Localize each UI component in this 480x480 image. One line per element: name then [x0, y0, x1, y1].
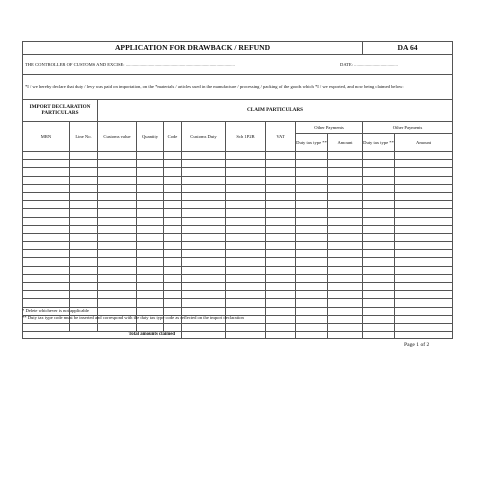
entry-cell[interactable]	[23, 283, 70, 291]
entry-cell[interactable]	[226, 233, 266, 241]
entry-cell[interactable]	[226, 184, 266, 192]
entry-cell[interactable]	[23, 233, 70, 241]
entry-row	[23, 209, 453, 217]
entry-cell[interactable]	[137, 152, 164, 160]
entry-cell[interactable]	[363, 233, 395, 241]
entry-cell[interactable]	[70, 283, 98, 291]
entry-cell[interactable]	[226, 323, 266, 331]
entry-cell[interactable]	[328, 258, 363, 266]
entry-cell[interactable]	[98, 184, 137, 192]
entry-cell[interactable]	[296, 192, 328, 200]
entry-cell[interactable]	[296, 152, 328, 160]
entry-cell[interactable]	[363, 266, 395, 274]
form-number: DA 64	[363, 42, 453, 55]
entry-cell[interactable]	[137, 209, 164, 217]
entry-cell[interactable]	[395, 225, 453, 233]
entry-cell[interactable]	[395, 201, 453, 209]
col-duty-tax-type-1: Duty tax type **	[296, 134, 328, 152]
entry-cell[interactable]	[98, 291, 137, 299]
entry-cell[interactable]	[98, 192, 137, 200]
entry-cell[interactable]	[23, 192, 70, 200]
page-number: Page 1 of 2	[404, 342, 430, 348]
entry-cell[interactable]	[226, 209, 266, 217]
entry-cell[interactable]	[23, 274, 70, 282]
entry-cell[interactable]	[182, 201, 226, 209]
entry-cell[interactable]	[363, 258, 395, 266]
footnotes	[22, 308, 462, 321]
entry-cell[interactable]	[328, 250, 363, 258]
entry-cell[interactable]	[266, 225, 296, 233]
entry-cell[interactable]	[98, 176, 137, 184]
entry-cell[interactable]	[98, 160, 137, 168]
entry-cell[interactable]	[164, 233, 182, 241]
entry-row	[23, 225, 453, 233]
entry-cell[interactable]	[266, 274, 296, 282]
entry-cell[interactable]	[296, 283, 328, 291]
entry-cell[interactable]	[363, 242, 395, 250]
entry-cell[interactable]	[328, 233, 363, 241]
entry-cell[interactable]	[70, 250, 98, 258]
entry-row	[23, 258, 453, 266]
entry-cell[interactable]	[395, 250, 453, 258]
entry-cell[interactable]	[182, 283, 226, 291]
entry-cell[interactable]	[226, 266, 266, 274]
col-other-payments-2: Other Payments	[363, 122, 453, 134]
entry-row	[23, 274, 453, 282]
entry-cell[interactable]	[363, 225, 395, 233]
entry-row	[23, 176, 453, 184]
col-customs-duty: Customs Duty	[182, 122, 226, 152]
entry-cell[interactable]	[328, 192, 363, 200]
entry-cell[interactable]	[296, 274, 328, 282]
entry-cell[interactable]	[266, 168, 296, 176]
entry-row	[23, 250, 453, 258]
entry-cell[interactable]	[266, 217, 296, 225]
entry-cell[interactable]	[98, 250, 137, 258]
entry-cell[interactable]	[137, 184, 164, 192]
entry-cell[interactable]	[328, 176, 363, 184]
entry-cell[interactable]	[98, 209, 137, 217]
entry-cell[interactable]	[164, 160, 182, 168]
entry-cell[interactable]	[70, 233, 98, 241]
entry-cell[interactable]	[395, 184, 453, 192]
entry-cell[interactable]	[164, 152, 182, 160]
entry-cell[interactable]	[182, 152, 226, 160]
col-vat: VAT	[266, 122, 296, 152]
import-section-header: IMPORT DECLARATION PARTICULARS	[23, 100, 98, 122]
entry-cell[interactable]	[328, 209, 363, 217]
entry-cell[interactable]	[98, 168, 137, 176]
entry-cell[interactable]	[23, 217, 70, 225]
entry-cell[interactable]	[266, 299, 296, 307]
entry-cell[interactable]	[266, 209, 296, 217]
form-table	[22, 41, 453, 339]
entry-cell[interactable]	[23, 242, 70, 250]
entry-cell[interactable]	[363, 184, 395, 192]
entry-cell[interactable]	[296, 291, 328, 299]
entry-cell[interactable]	[226, 250, 266, 258]
entry-cell[interactable]	[266, 291, 296, 299]
entry-cell[interactable]	[395, 274, 453, 282]
entry-cell[interactable]	[226, 225, 266, 233]
entry-cell[interactable]	[164, 323, 182, 331]
entry-cell[interactable]	[164, 209, 182, 217]
entry-cell[interactable]	[296, 299, 328, 307]
entry-cell[interactable]	[23, 209, 70, 217]
entry-cell[interactable]	[137, 225, 164, 233]
entry-cell[interactable]	[98, 152, 137, 160]
entry-cell[interactable]	[226, 217, 266, 225]
entry-cell[interactable]	[98, 299, 137, 307]
entry-cell[interactable]	[296, 176, 328, 184]
footnote-duty-tax-code: ** Duty tax type code must be inserted and correspond with the duty tax type code as reflected on the import declaration	[22, 314, 244, 320]
entry-cell[interactable]	[23, 225, 70, 233]
entry-cell[interactable]	[363, 176, 395, 184]
entry-cell[interactable]	[226, 299, 266, 307]
total-vat[interactable]	[266, 332, 296, 339]
entry-cell[interactable]	[395, 217, 453, 225]
entry-cell[interactable]	[363, 299, 395, 307]
entry-cell[interactable]	[328, 266, 363, 274]
entry-cell[interactable]	[363, 250, 395, 258]
entry-cell[interactable]	[164, 201, 182, 209]
entry-cell[interactable]	[164, 217, 182, 225]
entry-cell[interactable]	[226, 283, 266, 291]
entry-cell[interactable]	[226, 274, 266, 282]
entry-cell[interactable]	[395, 209, 453, 217]
col-line-no: Line No.	[70, 122, 98, 152]
entry-cell[interactable]	[226, 160, 266, 168]
entry-cell[interactable]	[98, 283, 137, 291]
entry-cell[interactable]	[363, 168, 395, 176]
entry-cell[interactable]	[164, 283, 182, 291]
entry-cell[interactable]	[137, 242, 164, 250]
entry-cell[interactable]	[328, 299, 363, 307]
entry-cell[interactable]	[395, 299, 453, 307]
entry-cell[interactable]	[328, 323, 363, 331]
entry-cell[interactable]	[328, 168, 363, 176]
entry-cell[interactable]	[395, 233, 453, 241]
entry-cell[interactable]	[137, 266, 164, 274]
entry-cell[interactable]	[363, 192, 395, 200]
entry-cell[interactable]	[395, 192, 453, 200]
entry-cell[interactable]	[266, 192, 296, 200]
entry-cell[interactable]	[137, 283, 164, 291]
entry-cell[interactable]	[98, 242, 137, 250]
total-customs-duty[interactable]	[182, 332, 226, 339]
entry-cell[interactable]	[266, 201, 296, 209]
entry-cell[interactable]	[226, 152, 266, 160]
entry-row	[23, 323, 453, 331]
entry-cell[interactable]	[363, 160, 395, 168]
entry-cell[interactable]	[70, 176, 98, 184]
entry-cell[interactable]	[328, 160, 363, 168]
entry-cell[interactable]	[182, 217, 226, 225]
entry-cell[interactable]	[226, 168, 266, 176]
entry-row	[23, 242, 453, 250]
entry-cell[interactable]	[182, 176, 226, 184]
entry-row	[23, 266, 453, 274]
entry-row	[23, 201, 453, 209]
entry-cell[interactable]	[296, 233, 328, 241]
entry-cell[interactable]	[182, 274, 226, 282]
date-field: DATE: ......................................	[340, 61, 398, 67]
entry-cell[interactable]	[266, 152, 296, 160]
entry-cell[interactable]	[226, 291, 266, 299]
entry-cell[interactable]	[70, 168, 98, 176]
entry-cell[interactable]	[23, 258, 70, 266]
entry-cell[interactable]	[266, 258, 296, 266]
entry-cell[interactable]	[137, 160, 164, 168]
entry-cell[interactable]	[363, 152, 395, 160]
entry-row	[23, 217, 453, 225]
entry-cell[interactable]	[296, 250, 328, 258]
entry-cell[interactable]	[182, 323, 226, 331]
entry-cell[interactable]	[23, 250, 70, 258]
entry-cell[interactable]	[70, 258, 98, 266]
entry-cell[interactable]	[137, 274, 164, 282]
entry-cell[interactable]	[70, 184, 98, 192]
col-other-payments-1: Other Payments	[296, 122, 363, 134]
entry-cell[interactable]	[226, 176, 266, 184]
entry-cell[interactable]	[395, 283, 453, 291]
addressee-text: THE CONTROLLER OF CUSTOMS AND EXCISE: ...............................................................................................	[25, 61, 235, 67]
entry-cell[interactable]	[137, 291, 164, 299]
entry-cell[interactable]	[296, 209, 328, 217]
entry-cell[interactable]	[70, 160, 98, 168]
entry-cell[interactable]	[296, 184, 328, 192]
drawback-form	[22, 41, 452, 339]
entry-cell[interactable]	[266, 160, 296, 168]
entry-cell[interactable]	[296, 160, 328, 168]
addressee-line	[23, 55, 453, 75]
entry-cell[interactable]	[296, 323, 328, 331]
entry-cell[interactable]	[137, 233, 164, 241]
entry-cell[interactable]	[137, 168, 164, 176]
entry-cell[interactable]	[266, 323, 296, 331]
total-sch[interactable]	[226, 332, 266, 339]
footnote-delete: * Delete whichever is not applicable	[22, 308, 89, 313]
col-amount-2: Amount	[395, 134, 453, 152]
entry-cell[interactable]	[395, 242, 453, 250]
entry-cell[interactable]	[226, 201, 266, 209]
claim-section-header: CLAIM PARTICULARS	[98, 100, 453, 122]
entry-cell[interactable]	[363, 217, 395, 225]
entry-row	[23, 233, 453, 241]
entry-cell[interactable]	[98, 266, 137, 274]
entry-cell[interactable]	[182, 250, 226, 258]
entry-cell[interactable]	[328, 201, 363, 209]
entry-row	[23, 283, 453, 291]
entry-cell[interactable]	[182, 242, 226, 250]
entry-cell[interactable]	[70, 225, 98, 233]
col-mrn: MRN	[23, 122, 70, 152]
entry-cell[interactable]	[164, 184, 182, 192]
col-quantity: Quantity	[137, 122, 164, 152]
entry-cell[interactable]	[266, 283, 296, 291]
form-title: APPLICATION FOR DRAWBACK / REFUND	[23, 42, 363, 55]
entry-cell[interactable]	[137, 217, 164, 225]
col-duty-tax-type-2: Duty tax type **	[363, 134, 395, 152]
entry-cell[interactable]	[23, 168, 70, 176]
total-duty-tax-type-2	[363, 332, 395, 339]
entry-cell[interactable]	[226, 258, 266, 266]
entry-cell[interactable]	[328, 283, 363, 291]
entry-cell[interactable]	[137, 201, 164, 209]
entry-row	[23, 192, 453, 200]
entry-row	[23, 152, 453, 160]
entry-cell[interactable]	[226, 242, 266, 250]
entry-cell[interactable]	[137, 192, 164, 200]
entry-cell[interactable]	[266, 184, 296, 192]
entry-cell[interactable]	[164, 299, 182, 307]
col-customs-value: Customs value	[98, 122, 137, 152]
entry-cell[interactable]	[70, 201, 98, 209]
entry-cell[interactable]	[137, 176, 164, 184]
entry-cell[interactable]	[137, 250, 164, 258]
entry-row	[23, 299, 453, 307]
entry-cell[interactable]	[23, 176, 70, 184]
entry-cell[interactable]	[182, 266, 226, 274]
entry-cell[interactable]	[164, 291, 182, 299]
entry-cell[interactable]	[266, 250, 296, 258]
entry-row	[23, 168, 453, 176]
total-amount-1[interactable]	[328, 332, 363, 339]
entry-cell[interactable]	[164, 250, 182, 258]
entry-cell[interactable]	[363, 283, 395, 291]
total-label: Total amounts claimed	[23, 332, 182, 339]
col-amount-1: Amount	[328, 134, 363, 152]
entry-cell[interactable]	[23, 323, 70, 331]
entry-row	[23, 291, 453, 299]
entry-cell[interactable]	[296, 217, 328, 225]
entry-cell[interactable]	[266, 176, 296, 184]
entry-cell[interactable]	[98, 233, 137, 241]
entry-cell[interactable]	[296, 258, 328, 266]
entry-cell[interactable]	[23, 160, 70, 168]
entry-cell[interactable]	[296, 168, 328, 176]
entry-cell[interactable]	[137, 258, 164, 266]
entry-cell[interactable]	[395, 258, 453, 266]
entry-cell[interactable]	[182, 168, 226, 176]
entry-cell[interactable]	[98, 258, 137, 266]
entry-cell[interactable]	[328, 217, 363, 225]
entry-cell[interactable]	[23, 291, 70, 299]
entry-cell[interactable]	[98, 217, 137, 225]
entry-cell[interactable]	[363, 274, 395, 282]
entry-cell[interactable]	[70, 209, 98, 217]
entry-cell[interactable]	[363, 323, 395, 331]
entry-cell[interactable]	[164, 192, 182, 200]
entry-cell[interactable]	[296, 225, 328, 233]
entry-cell[interactable]	[363, 209, 395, 217]
col-sch: Sch 1P2B	[226, 122, 266, 152]
entry-cell[interactable]	[23, 201, 70, 209]
entry-cell[interactable]	[296, 242, 328, 250]
entry-cell[interactable]	[395, 323, 453, 331]
entry-cell[interactable]	[182, 209, 226, 217]
declaration-text: *I / we hereby declare that duty / levy was paid on importation, on the *materials / articles used in the manufacture / processing / packing of the goods which *I / we exported, and now being claimed below:	[23, 75, 453, 100]
entry-cell[interactable]	[296, 201, 328, 209]
entry-cell[interactable]	[70, 323, 98, 331]
entry-cell[interactable]	[70, 217, 98, 225]
entry-cell[interactable]	[98, 201, 137, 209]
entry-cell[interactable]	[395, 176, 453, 184]
entry-cell[interactable]	[395, 152, 453, 160]
total-duty-tax-type-1	[296, 332, 328, 339]
entry-cell[interactable]	[328, 274, 363, 282]
entry-cell[interactable]	[164, 274, 182, 282]
entry-rows	[23, 152, 453, 332]
entry-cell[interactable]	[164, 168, 182, 176]
entry-cell[interactable]	[328, 291, 363, 299]
entry-cell[interactable]	[70, 192, 98, 200]
entry-cell[interactable]	[164, 176, 182, 184]
entry-cell[interactable]	[70, 291, 98, 299]
entry-cell[interactable]	[137, 299, 164, 307]
entry-cell[interactable]	[182, 225, 226, 233]
entry-cell[interactable]	[23, 152, 70, 160]
entry-cell[interactable]	[164, 266, 182, 274]
entry-cell[interactable]	[328, 152, 363, 160]
entry-cell[interactable]	[70, 299, 98, 307]
entry-cell[interactable]	[23, 184, 70, 192]
entry-cell[interactable]	[226, 192, 266, 200]
entry-cell[interactable]	[164, 258, 182, 266]
entry-cell[interactable]	[266, 242, 296, 250]
entry-cell[interactable]	[328, 225, 363, 233]
entry-cell[interactable]	[182, 184, 226, 192]
entry-cell[interactable]	[98, 274, 137, 282]
entry-cell[interactable]	[363, 201, 395, 209]
entry-cell[interactable]	[70, 242, 98, 250]
entry-cell[interactable]	[395, 160, 453, 168]
entry-cell[interactable]	[395, 266, 453, 274]
entry-cell[interactable]	[296, 266, 328, 274]
entry-cell[interactable]	[137, 323, 164, 331]
total-amount-2[interactable]	[395, 332, 453, 339]
entry-cell[interactable]	[363, 291, 395, 299]
entry-cell[interactable]	[164, 225, 182, 233]
entry-cell[interactable]	[98, 225, 137, 233]
col-code: Code	[164, 122, 182, 152]
entry-cell[interactable]	[266, 233, 296, 241]
entry-cell[interactable]	[164, 242, 182, 250]
entry-row	[23, 160, 453, 168]
entry-cell[interactable]	[182, 192, 226, 200]
entry-cell[interactable]	[182, 258, 226, 266]
entry-cell[interactable]	[70, 274, 98, 282]
entry-cell[interactable]	[70, 266, 98, 274]
entry-cell[interactable]	[266, 266, 296, 274]
entry-cell[interactable]	[182, 160, 226, 168]
entry-cell[interactable]	[328, 242, 363, 250]
entry-cell[interactable]	[395, 291, 453, 299]
entry-cell[interactable]	[182, 233, 226, 241]
entry-cell[interactable]	[70, 152, 98, 160]
entry-cell[interactable]	[395, 168, 453, 176]
entry-row	[23, 184, 453, 192]
entry-cell[interactable]	[182, 291, 226, 299]
entry-cell[interactable]	[23, 299, 70, 307]
entry-cell[interactable]	[98, 323, 137, 331]
entry-cell[interactable]	[328, 184, 363, 192]
entry-cell[interactable]	[23, 266, 70, 274]
entry-cell[interactable]	[182, 299, 226, 307]
